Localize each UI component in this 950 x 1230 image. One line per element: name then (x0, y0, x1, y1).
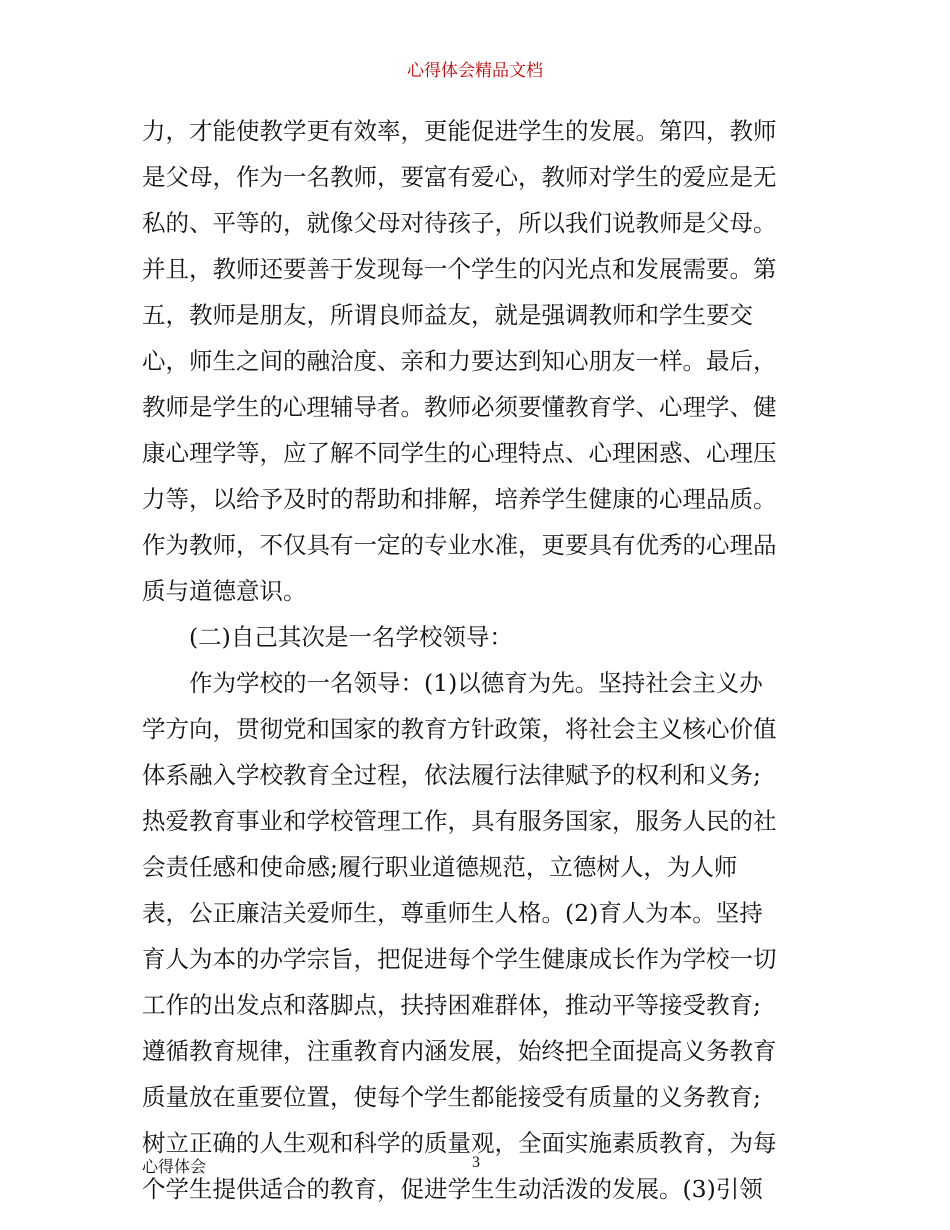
text-line: 育人为本的办学宗旨，把促进每个学生健康成长作为学校一切 (142, 945, 777, 973)
text-line: 并且，教师还要善于发现每一个学生的闪光点和发展需要。第 (142, 255, 777, 283)
text-line: 是父母，作为一名教师，要富有爱心，教师对学生的爱应是无 (142, 163, 777, 191)
text-line: 热爱教育事业和学校管理工作，具有服务国家，服务人民的社 (142, 807, 777, 835)
text-line: 质与道德意识。 (142, 577, 307, 605)
text-line: 表，公正廉洁关爱师生，尊重师生人格。(2)育人为本。坚持 (142, 899, 763, 927)
text-line: 学方向，贯彻党和国家的教育方针政策，将社会主义核心价值 (142, 715, 777, 743)
document-body (142, 108, 822, 1212)
text-line: 体系融入学校教育全过程，依法履行法律赋予的权利和义务; (142, 761, 761, 789)
footer-label: 心得体会 (142, 1157, 207, 1176)
text-line: 遵循教育规律，注重教育内涵发展，始终把全面提高义务教育 (142, 1037, 777, 1065)
text-line: 教师是学生的心理辅导者。教师必须要懂教育学、心理学、健 (142, 393, 777, 421)
text-line: 五，教师是朋友，所谓良师益友，就是强调教师和学生要交 (142, 301, 753, 329)
text-line: 作为学校的一名领导：(1)以德育为先。坚持社会主义办 (189, 669, 763, 697)
text-line: 力等，以给予及时的帮助和排解，培养学生健康的心理品质。 (142, 485, 777, 513)
document-header: 心得体会精品文档 (407, 61, 543, 81)
text-line: 会责任感和使命感;履行职业道德规范，立德树人，为人师 (142, 853, 738, 881)
text-line: 作为教师，不仅具有一定的专业水准，更要具有优秀的心理品 (142, 531, 777, 559)
text-line: 树立正确的人生观和科学的质量观，全面实施素质教育，为每 (142, 1129, 777, 1157)
text-line: 康心理学等，应了解不同学生的心理特点、心理困惑、心理压 (142, 439, 777, 467)
text-line: 力，才能使教学更有效率，更能促进学生的发展。第四，教师 (142, 117, 777, 145)
text-line: 个学生提供适合的教育，促进学生生动活泼的发展。(3)引领 (142, 1175, 763, 1203)
text-line: 心，师生之间的融洽度、亲和力要达到知心朋友一样。最后， (142, 347, 777, 375)
text-line: 私的、平等的，就像父母对待孩子，所以我们说教师是父母。 (142, 209, 777, 237)
text-line: 工作的出发点和落脚点，扶持困难群体，推动平等接受教育; (142, 991, 761, 1019)
text-line: 质量放在重要位置，使每个学生都能接受有质量的义务教育; (142, 1083, 761, 1111)
page-number: 3 (472, 1154, 480, 1171)
section-heading: (二)自己其次是一名学校领导： (189, 623, 513, 651)
